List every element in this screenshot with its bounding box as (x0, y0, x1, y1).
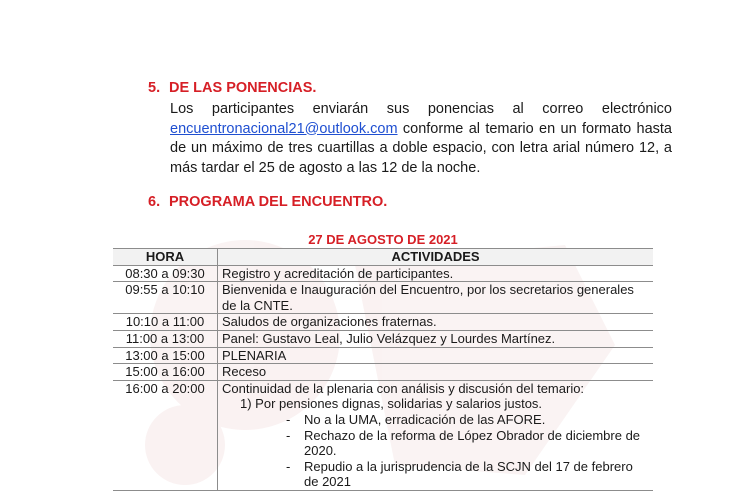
plenary-intro: Continuidad de la plenaria con análisis y discusión del temario: (222, 380, 585, 396)
table-row (113, 265, 653, 282)
row-hora: 09:55 a 10:10 (113, 282, 218, 314)
row-hora: 13:00 a 15:00 (113, 347, 218, 364)
section-5-heading (148, 80, 316, 96)
row-actividad: Saludos de organizaciones fraternas. (218, 314, 654, 331)
program-date: 27 DE AGOSTO DE 2021 (308, 232, 458, 247)
dash-marker: - (286, 427, 291, 443)
row-hora: 15:00 a 16:00 (113, 364, 218, 381)
table-header-row (113, 249, 653, 266)
row-actividad: PLENARIA (218, 347, 654, 364)
table-row (113, 347, 653, 364)
topic-item-1: 1) Por pensiones dignas, solidarias y salarios justos. (240, 396, 543, 412)
table-row (113, 380, 653, 490)
section-5-text-1: Los participantes enviarán sus ponencias al correo electrónico (170, 101, 672, 117)
dash-marker: - (286, 458, 291, 474)
topic-bullet (286, 459, 649, 490)
row-actividad: Bienvenida e Inauguración del Encuentro, por los secretarios generales de la CNTE. (218, 282, 654, 314)
row-hora: 16:00 a 20:00 (113, 380, 218, 490)
row-actividad: Panel: Gustavo Leal, Julio Velázquez y Lourdes Martínez. (218, 330, 654, 347)
section-5-number: 5. (148, 80, 161, 96)
topic-bullet (286, 428, 649, 459)
row-actividad-detail (218, 380, 654, 490)
section-6-heading (148, 194, 387, 210)
header-hora: HORA (113, 249, 218, 266)
dash-marker: - (286, 411, 291, 427)
section-5-paragraph (170, 100, 672, 178)
program-table (113, 248, 653, 491)
row-hora: 11:00 a 13:00 (113, 330, 218, 347)
section-6-number: 6. (148, 194, 161, 210)
table-row (113, 314, 653, 331)
row-actividad: Registro y acreditación de participantes. (218, 265, 654, 282)
bullet-text: Repudio a la jurisprudencia de la SCJN del 17 de febrero de 2021 (304, 458, 633, 490)
bullet-text: No a la UMA, erradicación de las AFORE. (304, 411, 546, 427)
table-row (113, 364, 653, 381)
section-5-title: DE LAS PONENCIAS. (169, 80, 317, 96)
row-hora: 08:30 a 09:30 (113, 265, 218, 282)
topic-bullet (286, 412, 649, 428)
header-actividades: ACTIVIDADES (218, 249, 654, 266)
section-5-text-2: conforme al temario en un formato hasta de un máximo de tres cuartillas a doble espacio, con letra arial número 12, a más tardar el 25 de agosto a las 12 de la noche. (170, 120, 672, 176)
table-row (113, 282, 653, 314)
section-6-title: PROGRAMA DEL ENCUENTRO. (169, 194, 388, 210)
row-actividad: Receso (218, 364, 654, 381)
email-link[interactable]: encuentronacional21@outlook.com (170, 120, 398, 137)
bullet-text: Rechazo de la reforma de López Obrador de diciembre de 2020. (304, 427, 641, 459)
row-hora: 10:10 a 11:00 (113, 314, 218, 331)
table-row (113, 330, 653, 347)
